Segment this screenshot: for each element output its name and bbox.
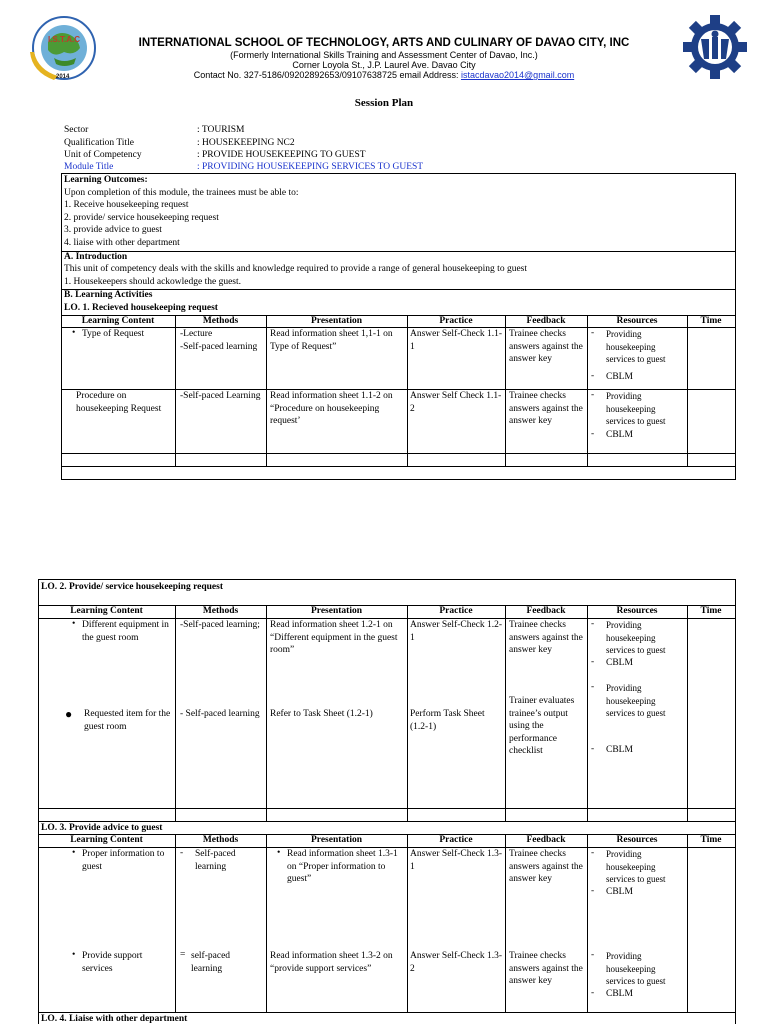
meta-value-unit: : PROVIDE HOUSEKEEPING TO GUEST <box>197 150 366 160</box>
dash-icon: - <box>591 328 595 338</box>
meta-label-qualification: Qualification Title <box>64 138 134 148</box>
bullet-icon: • <box>72 950 76 960</box>
rule <box>38 579 735 580</box>
lo1-heading: LO. 1. Recieved housekeeping request <box>64 303 218 313</box>
dash-icon: - <box>591 429 595 439</box>
dash-icon: - <box>591 886 595 896</box>
rule <box>175 315 176 467</box>
rule <box>687 605 688 822</box>
row-resource-cblm: CBLM <box>606 658 633 668</box>
page-title: Session Plan <box>354 97 414 109</box>
dash-icon: - <box>591 390 595 400</box>
dash-icon: - <box>591 988 595 998</box>
row-feedback: Trainee checks answers against the answer key <box>509 620 583 655</box>
row-resource: Providing housekeeping services to guest <box>606 849 666 884</box>
outcome-item: 1. Receive housekeeping request <box>64 200 189 210</box>
col-header-feedback: Feedback <box>526 835 566 845</box>
rule <box>175 605 176 822</box>
row-practice: Answer Self-Check 1.1-1 <box>410 329 503 352</box>
outcomes-intro: Upon completion of this module, the trainees must be able to: <box>64 188 299 198</box>
row-content: Different equipment in the guest room <box>82 620 169 643</box>
row-resource-cblm: CBLM <box>606 887 633 897</box>
bullet-icon: • <box>277 848 281 858</box>
col-header-time: Time <box>700 606 722 616</box>
logo-acronym: I.S.T.A.C <box>47 35 81 44</box>
col-header-content: Learning Content <box>70 835 143 845</box>
rule <box>266 315 267 467</box>
rule <box>61 173 736 174</box>
row-feedback: Trainer evaluates trainee’s output using the performance checklist <box>509 696 575 756</box>
bullet-icon: • <box>72 619 76 629</box>
row-resource-cblm: CBLM <box>606 745 633 755</box>
bullet-icon: ● <box>65 707 73 721</box>
rule <box>61 479 736 480</box>
col-header-methods: Methods <box>202 835 239 845</box>
rule <box>38 579 39 1024</box>
row-content: Type of Request <box>82 329 145 339</box>
rule <box>61 289 736 290</box>
rule <box>505 834 506 1013</box>
dash-icon: - <box>591 619 595 629</box>
rule <box>505 315 506 467</box>
gear-logo-icon <box>682 14 748 80</box>
dash-icon: - <box>591 848 595 858</box>
row-resource-cblm: CBLM <box>606 372 633 382</box>
rule <box>61 453 736 454</box>
meta-value-module: : PROVIDING HOUSEKEEPING SERVICES TO GUEST <box>197 162 424 172</box>
row-content: Proper information to guest <box>82 849 165 872</box>
outcomes-heading: Learning Outcomes: <box>64 175 148 185</box>
row-methods: -Lecture -Self-paced learning <box>180 329 258 352</box>
contact-text: Contact No. 327-5186/09202892653/09107638725 email Address: <box>193 70 461 80</box>
row-resource-cblm: CBLM <box>606 430 633 440</box>
row-feedback: Trainee checks answers against the answer key <box>509 951 583 986</box>
row-methods: -Self-paced Learning <box>180 391 261 401</box>
meta-value-sector: : TOURISM <box>197 125 245 135</box>
email-link[interactable]: istacdavao2014@gmail.com <box>461 70 575 80</box>
meta-value-qualification: : HOUSEKEEPING NC2 <box>197 138 295 148</box>
outcome-item: 2. provide/ service housekeeping request <box>64 213 219 223</box>
row-content: Requested item for the guest room <box>84 709 171 732</box>
bullet-icon: • <box>72 848 76 858</box>
meta-label-module: Module Title <box>64 162 114 172</box>
introduction-text: This unit of competency deals with the skills and knowledge required to provide a range of general housekeeping to guest <box>64 264 527 274</box>
rule <box>687 834 688 1013</box>
methods-prefix: - <box>180 848 184 858</box>
rule <box>407 605 408 822</box>
rule <box>407 834 408 1013</box>
col-header-methods: Methods <box>202 316 239 326</box>
col-header-resources: Resources <box>616 835 658 845</box>
col-header-feedback: Feedback <box>526 316 566 326</box>
lo2-heading: LO. 2. Provide/ service housekeeping request <box>41 582 223 592</box>
col-header-presentation: Presentation <box>310 316 362 326</box>
row-practice: Answer Self-Check 1.3-1 <box>410 849 503 872</box>
row-practice: Answer Self-Check 1.3-2 <box>410 951 503 974</box>
rule <box>61 466 736 467</box>
row-resource: Providing housekeeping services to guest <box>606 683 666 718</box>
row-resource: Providing housekeeping services to guest <box>606 951 666 986</box>
rule <box>505 605 506 822</box>
outcome-item: 4. liaise with other department <box>64 238 180 248</box>
row-feedback: Trainee checks answers against the answer key <box>509 391 583 426</box>
col-header-presentation: Presentation <box>310 606 362 616</box>
row-presentation: Read information sheet 1.2-1 on “Different equipment in the guest room” <box>270 620 398 655</box>
row-practice: Answer Self Check 1.1-2 <box>410 391 502 414</box>
rule <box>61 251 736 252</box>
dash-icon: - <box>591 371 595 381</box>
row-methods: Self-paced learning <box>195 849 236 872</box>
col-header-methods: Methods <box>202 606 239 616</box>
school-name: INTERNATIONAL SCHOOL OF TECHNOLOGY, ARTS AND CULINARY OF DAVAO CITY, INC <box>138 37 630 49</box>
row-content: Provide support services <box>82 951 143 974</box>
row-feedback: Trainee checks answers against the answer key <box>509 849 583 884</box>
rule <box>687 315 688 467</box>
row-presentation: Read information sheet 1.3-1 on “Proper information to guest” <box>287 849 398 884</box>
row-resource: Providing housekeeping services to guest <box>606 329 666 364</box>
row-presentation: Read information sheet 1.1-2 on “Procedure on housekeeping request’ <box>270 391 393 426</box>
row-methods: self-paced learning <box>191 951 231 974</box>
row-presentation: Read information sheet 1,1-1 on Type of Request” <box>270 329 393 352</box>
dash-icon: - <box>591 682 595 692</box>
dash-icon: - <box>591 950 595 960</box>
bullet-icon: • <box>72 328 76 338</box>
meta-label-sector: Sector <box>64 125 89 135</box>
row-feedback: Trainee checks answers against the answer key <box>509 329 583 364</box>
school-contact <box>0 70 768 80</box>
col-header-content: Learning Content <box>81 316 155 326</box>
row-resource: Providing housekeeping services to guest <box>606 391 666 426</box>
col-header-practice: Practice <box>439 606 473 616</box>
rule <box>735 173 736 480</box>
lo3-heading: LO. 3. Provide advice to guest <box>41 823 163 833</box>
lo4-heading: LO. 4. Liaise with other department <box>41 1014 188 1024</box>
rule <box>266 834 267 1013</box>
dash-icon: - <box>591 744 595 754</box>
dash-icon: - <box>591 657 595 667</box>
rule <box>175 834 176 1013</box>
row-presentation: Refer to Task Sheet (1.2-1) <box>270 709 373 719</box>
col-header-time: Time <box>700 835 722 845</box>
col-header-practice: Practice <box>439 316 473 326</box>
col-header-feedback: Feedback <box>526 606 566 616</box>
school-address: Corner Loyola St., J.P. Laurel Ave. Davao City <box>292 60 476 70</box>
row-practice: Answer Self-Check 1.2-1 <box>410 620 503 643</box>
col-header-time: Time <box>700 316 722 326</box>
rule <box>587 834 588 1013</box>
school-formerly: (Formerly International Skills Training and Assessment Center of Davao, Inc.) <box>230 50 538 60</box>
methods-prefix: = <box>180 950 186 960</box>
rule <box>266 605 267 822</box>
col-header-practice: Practice <box>439 835 473 845</box>
introduction-note: 1. Housekeepers should ackowledge the guest. <box>64 277 242 287</box>
introduction-heading: A. Introduction <box>64 252 128 262</box>
row-resource: Providing housekeeping services to guest <box>606 620 666 655</box>
rule <box>38 808 735 809</box>
row-resource-cblm: CBLM <box>606 989 633 999</box>
rule <box>407 315 408 467</box>
activities-heading: B. Learning Activities <box>64 290 153 300</box>
rule <box>735 579 736 1024</box>
logo-year: 2014 <box>56 74 70 80</box>
rule <box>587 315 588 467</box>
meta-label-unit: Unit of Competency <box>64 150 142 160</box>
row-methods: - Self-paced learning <box>180 709 260 719</box>
col-header-resources: Resources <box>616 606 658 616</box>
outcome-item: 3. provide advice to guest <box>64 225 162 235</box>
row-methods: -Self-paced learning; <box>180 620 260 630</box>
row-content: Procedure on housekeeping Request <box>76 391 162 414</box>
col-header-content: Learning Content <box>70 606 143 616</box>
rule <box>587 605 588 822</box>
col-header-resources: Resources <box>616 316 658 326</box>
row-presentation: Read information sheet 1.3-2 on “provide support services” <box>270 951 393 974</box>
row-practice: Perform Task Sheet (1.2-1) <box>410 709 485 732</box>
col-header-presentation: Presentation <box>310 835 362 845</box>
